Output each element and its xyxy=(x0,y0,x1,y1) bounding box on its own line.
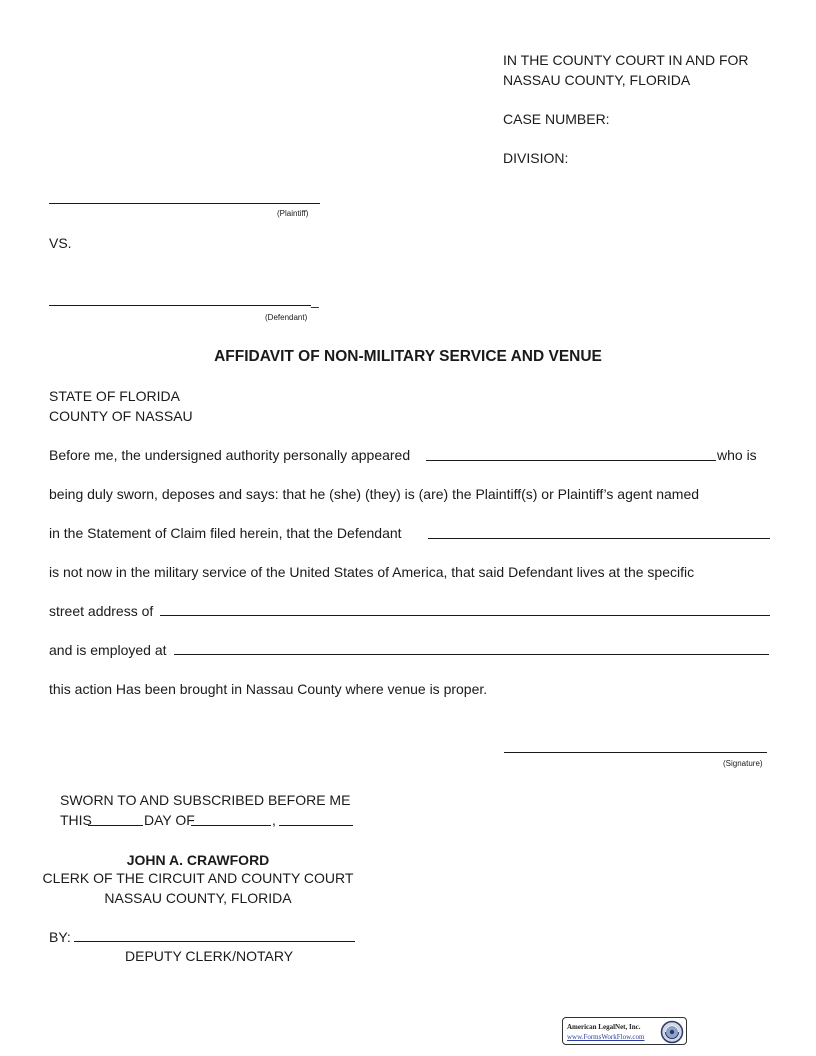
employer-line[interactable] xyxy=(174,654,769,655)
versus-label: VS. xyxy=(49,235,72,251)
body-line4: is not now in the military service of the United States of America, that said Defendant lives at the specific xyxy=(49,564,695,580)
defendant-caption: (Defendant) xyxy=(265,313,308,322)
body-line6: and is employed at xyxy=(49,642,167,658)
month-line[interactable] xyxy=(191,825,271,826)
court-heading-line2: NASSAU COUNTY, FLORIDA xyxy=(503,72,691,88)
logo-url[interactable]: www.FormsWorkFlow.com xyxy=(567,1033,645,1041)
plaintiff-name-line[interactable] xyxy=(49,203,320,204)
body-line7: this action Has been brought in Nassau County where venue is proper. xyxy=(49,681,488,697)
state-label: STATE OF FLORIDA xyxy=(49,388,180,404)
deputy-clerk-label: DEPUTY CLERK/NOTARY xyxy=(125,948,294,964)
clerk-county: NASSAU COUNTY, FLORIDA xyxy=(104,890,292,906)
document-title: AFFIDAVIT OF NON-MILITARY SERVICE AND VENUE xyxy=(214,348,602,365)
plaintiff-caption: (Plaintiff) xyxy=(277,209,309,218)
american-legalnet-logo[interactable] xyxy=(562,1017,687,1045)
body-line5: street address of xyxy=(49,603,154,619)
clerk-title: CLERK OF THE CIRCUIT AND COUNTY COURT xyxy=(42,870,354,886)
street-address-line[interactable] xyxy=(160,615,770,616)
jurat-day-of-label: DAY OF xyxy=(144,812,195,828)
logo-company-name: American LegalNet, Inc. xyxy=(567,1023,641,1031)
year-line[interactable] xyxy=(279,825,353,826)
day-number-line[interactable] xyxy=(88,825,143,826)
clerk-name: JOHN A. CRAWFORD xyxy=(126,852,270,868)
body-line2: being duly sworn, deposes and says: that he (she) (they) is (are) the Plaintiff(s) or Plaintiff’s agent named xyxy=(49,486,700,502)
body-line1-before: Before me, the undersigned authority personally appeared xyxy=(49,447,411,463)
defendant-underscore: _ xyxy=(311,292,319,308)
globe-icon xyxy=(660,1020,684,1044)
affiant-name-line[interactable] xyxy=(426,460,716,461)
body-line3: in the Statement of Claim filed herein, that the Defendant xyxy=(49,525,402,541)
division-label: DIVISION: xyxy=(503,150,569,166)
case-number-label: CASE NUMBER: xyxy=(503,111,610,127)
defendant-field-line[interactable] xyxy=(428,538,770,539)
jurat-comma: , xyxy=(272,812,276,828)
signature-caption: (Signature) xyxy=(723,759,763,768)
by-label: BY: xyxy=(49,929,71,945)
signature-line[interactable] xyxy=(504,752,767,753)
jurat-line1: SWORN TO AND SUBSCRIBED BEFORE ME xyxy=(60,792,351,808)
deputy-signature-line[interactable] xyxy=(74,941,355,942)
body-line1-after: who is xyxy=(717,447,757,463)
county-label: COUNTY OF NASSAU xyxy=(49,408,193,424)
defendant-name-line[interactable] xyxy=(49,305,311,306)
jurat-this-label: THIS xyxy=(60,812,92,828)
court-heading-line1: IN THE COUNTY COURT IN AND FOR xyxy=(503,52,749,68)
